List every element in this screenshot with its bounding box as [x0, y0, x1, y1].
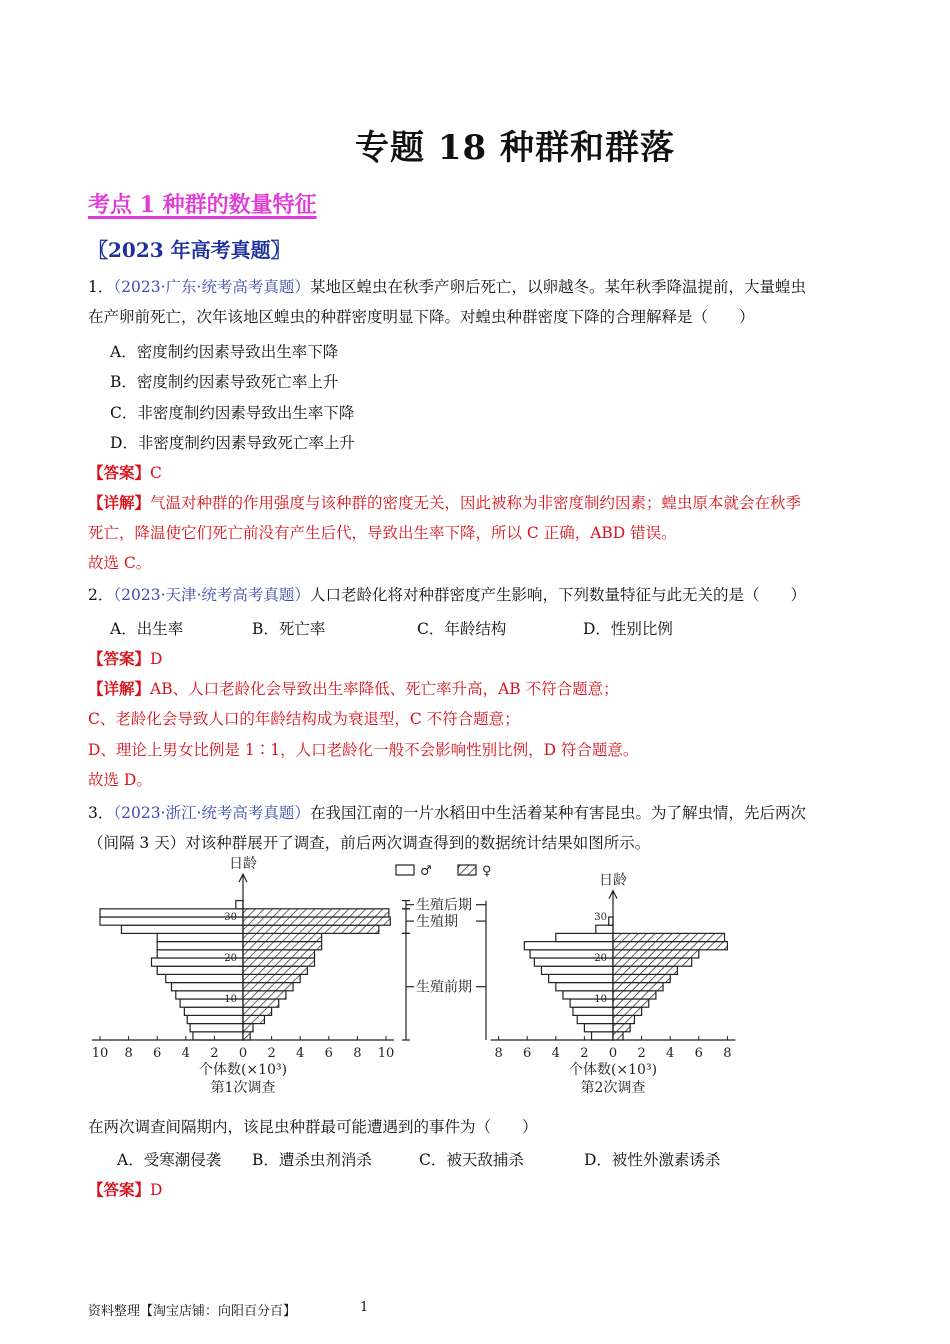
detail-tag: 【详解】 [88, 493, 151, 512]
x-tick-label: 0 [238, 1046, 248, 1061]
bar-male [166, 974, 243, 982]
page-number: 1 [360, 1300, 369, 1315]
bar-male [556, 983, 613, 991]
x-tick-label: 2 [210, 1046, 219, 1061]
bar-female [613, 942, 727, 950]
bar-male [592, 1032, 613, 1040]
x-tick-label: 4 [296, 1046, 305, 1061]
q2-option-b: B．死亡率 [252, 620, 326, 638]
x-tick-label: 8 [723, 1046, 732, 1061]
y-tick-label: 30 [594, 912, 607, 923]
section-heading: 考点 1 种群的数量特征 [88, 192, 317, 218]
q2-stem [88, 584, 806, 606]
y-tick-label: 20 [224, 953, 237, 964]
footer-text: 资料整理【淘宝店铺：向阳百分百】 [88, 1304, 297, 1319]
bar-male [187, 1015, 243, 1023]
bar-male [542, 966, 614, 974]
bar-male [596, 925, 613, 933]
x-axis-label: 个体数(×10³) [568, 1062, 658, 1078]
q3-source: （2023·浙江·统考高考真题） [113, 804, 310, 822]
answer-tag: 【答案】 [88, 1180, 151, 1199]
bar-female [613, 999, 649, 1007]
y-tick-label: 10 [594, 994, 607, 1005]
q1-source: （2023·广东·统考高考真题） [113, 278, 310, 296]
q1-number: 1． [88, 278, 114, 296]
x-tick-label: 2 [637, 1046, 646, 1061]
q1-detail-line1 [88, 492, 801, 514]
bar-female [243, 950, 315, 958]
bar-female [243, 917, 390, 925]
bar-female [243, 966, 307, 974]
q2-source: （2023·天津·统考高考真题） [113, 586, 310, 604]
bar-male [577, 1015, 613, 1023]
q1-stem-line1 [88, 276, 806, 298]
q1-stem-text: 某地区蝗虫在秋季产卵后死亡，以卵越冬。某年秋季降温提前，大量蝗虫 [309, 278, 806, 296]
bar-male [556, 933, 613, 941]
y-axis-label: 日龄 [229, 856, 257, 873]
bar-male [524, 942, 613, 950]
q3-option-c: C．被天敌捕杀 [419, 1151, 524, 1169]
q1-conclusion: 故选 C。 [88, 554, 152, 572]
q2-option-d: D．性别比例 [583, 620, 673, 638]
chart-title: 第2次调查 [580, 1080, 646, 1096]
bar-male [184, 1007, 243, 1015]
legend-label-male: ♂ [420, 864, 432, 879]
bar-male [236, 901, 243, 909]
q2-answer [88, 648, 162, 670]
q2-option-c: C．年龄结构 [417, 620, 507, 638]
bar-male [584, 1024, 613, 1032]
bar-female [613, 966, 677, 974]
q1-detail-line2: 死亡，降温使它们死亡前没有产生后代，导致出生率下降，所以 C 正确，ABD 错误。 [88, 524, 677, 542]
x-axis-label: 个体数(×10³) [198, 1062, 288, 1078]
answer-value: C [150, 464, 162, 482]
bar-male [573, 1007, 613, 1015]
x-tick-label: 8 [353, 1046, 362, 1061]
answer-tag: 【答案】 [88, 649, 151, 668]
q3-answer [88, 1179, 162, 1201]
x-tick-label: 6 [694, 1046, 703, 1061]
q3-option-d: D．被性外激素诱杀 [584, 1151, 721, 1169]
bar-female [243, 1015, 264, 1023]
legend-label-female: ♀ [482, 864, 492, 879]
bar-male [172, 983, 244, 991]
bar-female [613, 933, 725, 941]
bar-female [243, 991, 286, 999]
figure-legend [396, 864, 492, 1040]
stage-label: 生殖前期 [416, 979, 472, 996]
stage-label: 生殖期 [416, 914, 458, 931]
q2-detail-line1 [88, 678, 619, 700]
x-tick-label: 4 [181, 1046, 190, 1061]
bar-male [100, 909, 243, 917]
bar-female [243, 942, 322, 950]
bar-female [613, 958, 692, 966]
q1-option-d: D．非密度制约因素导致死亡率上升 [110, 434, 355, 452]
bar-female [243, 974, 300, 982]
bar-female [613, 1032, 623, 1040]
bar-female [243, 909, 389, 917]
q2-option-a: A．出生率 [110, 620, 184, 638]
bar-female [243, 1032, 250, 1040]
y-tick-label: 10 [224, 994, 237, 1005]
bar-male [609, 917, 613, 925]
stage-label: 生殖后期 [416, 897, 472, 914]
q3-number: 3． [88, 804, 114, 822]
bar-male [157, 933, 243, 941]
x-tick-label: 2 [267, 1046, 276, 1061]
bar-male [100, 917, 243, 925]
bar-female [243, 925, 379, 933]
bar-male [190, 1024, 243, 1032]
page-title: 专题 18 种群和群落 [355, 128, 675, 168]
y-axis-label: 日龄 [599, 872, 627, 889]
x-tick-label: 6 [523, 1046, 532, 1061]
bar-female [613, 1007, 642, 1015]
q3-question: 在两次调查间隔期内，该昆虫种群最可能遭遇到的事件为（ ） [88, 1118, 538, 1136]
q2-detail-line2: C、老龄化会导致人口的年龄结构成为衰退型，C 不符合题意； [88, 710, 520, 728]
y-tick-label: 20 [594, 953, 607, 964]
q2-conclusion: 故选 D。 [88, 771, 152, 789]
q1-stem-line2: 在产卵前死亡，次年该地区蝗虫的种群密度明显下降。对蝗虫种群密度下降的合理解释是（ ） [88, 308, 755, 326]
q3-stem-text: 在我国江南的一片水稻田中生活着某种有害昆虫。为了解虫情，先后两次 [309, 804, 806, 822]
q2-number: 2． [88, 586, 114, 604]
bar-female [613, 950, 699, 958]
bar-female [243, 999, 279, 1007]
bar-female [613, 983, 663, 991]
q2-detail-line3: D、理论上男女比例是 1∶1，人口老龄化一般不会影响性别比例，D 符合题意。 [88, 741, 639, 759]
bar-female [243, 1007, 272, 1015]
bar-male [121, 925, 243, 933]
q2-stem-text: 人口老龄化将对种群密度产生影响，下列数量特征与此无关的是（ ） [309, 586, 806, 604]
chart-survey-1 [92, 855, 395, 1096]
x-tick-label: 2 [580, 1046, 589, 1061]
q1-option-a: A．密度制约因素导致出生率下降 [110, 343, 339, 361]
q3-option-b: B．遭杀虫剂消杀 [252, 1151, 372, 1169]
x-tick-label: 4 [551, 1046, 560, 1061]
q1-option-b: B．密度制约因素导致死亡率上升 [110, 373, 339, 391]
x-tick-label: 10 [91, 1046, 109, 1061]
chart-title: 第1次调查 [210, 1080, 276, 1096]
answer-value: D [150, 1181, 163, 1199]
bar-female [613, 991, 656, 999]
bar-male [157, 942, 243, 950]
bar-male [549, 974, 613, 982]
x-tick-label: 10 [377, 1046, 395, 1061]
answer-value: D [150, 650, 163, 668]
x-tick-label: 6 [153, 1046, 162, 1061]
q3-option-a: A．受寒潮侵袭 [117, 1151, 222, 1169]
bar-female [243, 983, 293, 991]
subsection-heading: 〖2023 年高考真题〗 [88, 238, 291, 262]
chart-survey-2 [491, 872, 736, 1096]
x-tick-label: 0 [608, 1046, 618, 1061]
q3-figure [0, 850, 950, 1110]
bar-female [243, 1024, 253, 1032]
y-tick-label: 30 [224, 912, 237, 923]
x-tick-label: 8 [124, 1046, 133, 1061]
detail-text: 气温对种群的作用强度与该种群的密度无关，因此被称为非密度制约因素；蝗虫原本就会在秋季 [150, 494, 802, 512]
x-tick-label: 6 [324, 1046, 333, 1061]
x-tick-label: 8 [494, 1046, 503, 1061]
q1-answer [88, 462, 162, 484]
bar-male [193, 1032, 243, 1040]
q1-option-c: C．非密度制约因素导致出生率下降 [110, 404, 355, 422]
bar-female [243, 933, 322, 941]
detail-text: AB、人口老龄化会导致出生率降低、死亡率升高，AB 不符合题意； [150, 680, 619, 698]
legend-swatch-male [396, 865, 414, 875]
bar-female [613, 974, 670, 982]
bar-female [613, 1015, 634, 1023]
q3-stem-line1 [88, 802, 806, 824]
bar-male [157, 966, 243, 974]
bar-female [243, 958, 315, 966]
bar-female [613, 1024, 630, 1032]
legend-swatch-female [458, 865, 476, 875]
detail-tag: 【详解】 [88, 679, 151, 698]
answer-tag: 【答案】 [88, 463, 151, 482]
q3-stem-line2: （间隔 3 天）对该种群展开了调查，前后两次调查得到的数据统计结果如图所示。 [88, 834, 651, 852]
x-tick-label: 4 [666, 1046, 675, 1061]
